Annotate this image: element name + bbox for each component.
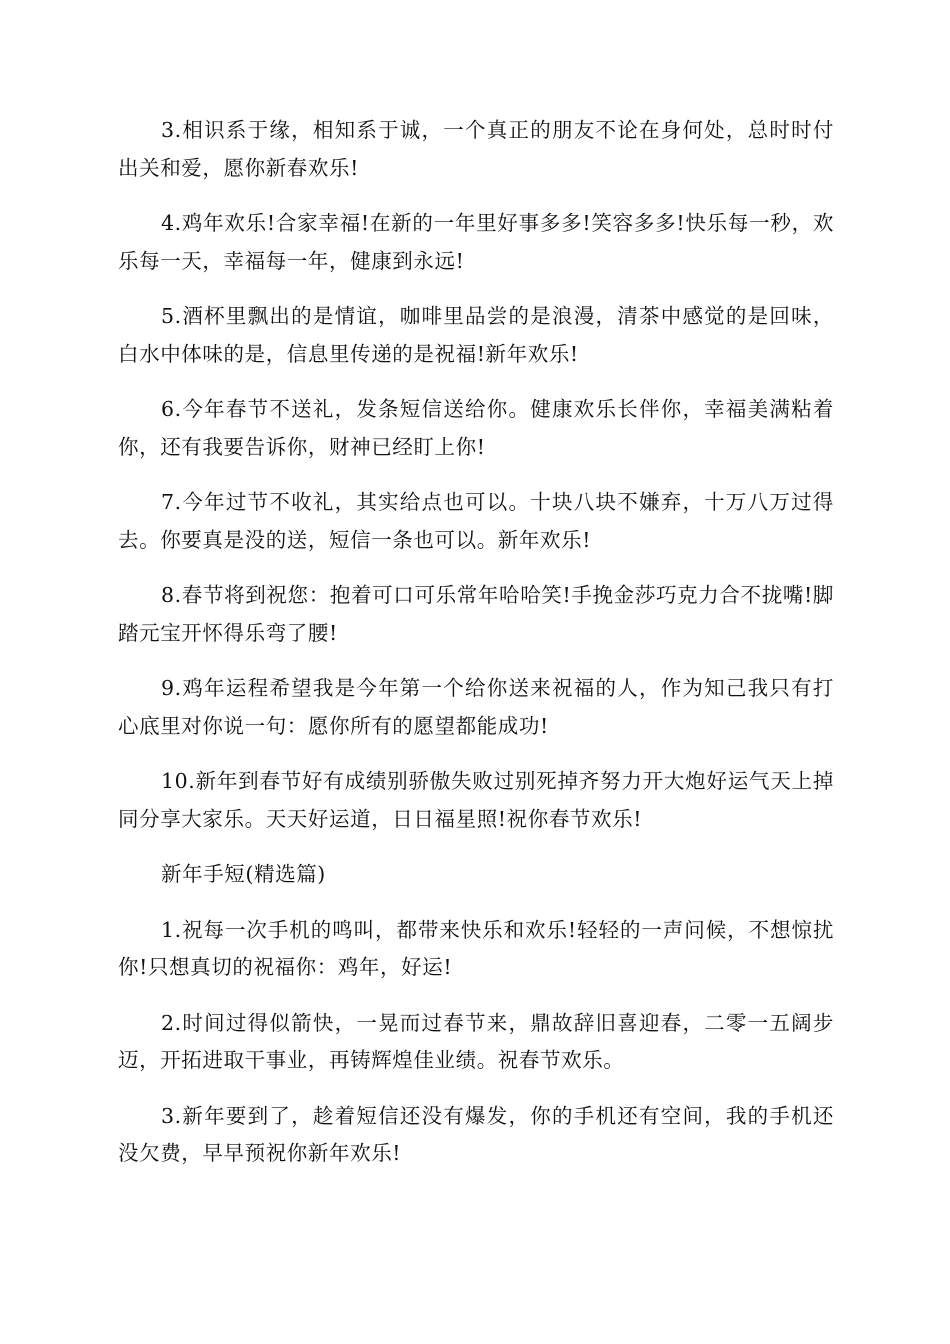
greeting-item: 3.相识系于缘，相知系于诚，一个真正的朋友不论在身何处，总时时付出关和爱，愿你新春欢乐! xyxy=(118,118,834,180)
greeting-item: 6.今年春节不送礼，发条短信送给你。健康欢乐长伴你，幸福美满粘着你，还有我要告诉你，财神已经盯上你! xyxy=(118,397,834,459)
greeting-item: 3.新年要到了，趁着短信还没有爆发，你的手机还有空间，我的手机还没欠费，早早预祝你新年欢乐! xyxy=(118,1103,834,1165)
greeting-item: 9.鸡年运程希望我是今年第一个给你送来祝福的人，作为知己我只有打心底里对你说一句：愿你所有的愿望都能成功! xyxy=(118,676,834,738)
greeting-item: 5.酒杯里飘出的是情谊，咖啡里品尝的是浪漫，清茶中感觉的是回味，白水中体味的是，信息里传递的是祝福!新年欢乐! xyxy=(118,304,834,366)
greeting-item: 7.今年过节不收礼，其实给点也可以。十块八块不嫌弃，十万八万过得去。你要真是没的送，短信一条也可以。新年欢乐! xyxy=(118,490,834,552)
section-heading: 新年手短(精选篇) xyxy=(161,862,326,886)
greeting-item: 8.春节将到祝您：抱着可口可乐常年哈哈笑!手挽金莎巧克力合不拢嘴!脚踏元宝开怀得乐弯了腰! xyxy=(118,583,834,645)
greeting-item: 4.鸡年欢乐!合家幸福!在新的一年里好事多多!笑容多多!快乐每一秒，欢乐每一天，幸福每一年，健康到永远! xyxy=(118,211,834,273)
document-body xyxy=(118,112,834,1191)
greeting-item: 2.时间过得似箭快，一晃而过春节来，鼎故辞旧喜迎春，二零一五阔步迈，开拓进取干事业，再铸辉煌佳业绩。祝春节欢乐。 xyxy=(118,1010,834,1072)
greeting-item: 1.祝每一次手机的鸣叫，都带来快乐和欢乐!轻轻的一声问候，不想惊扰你!只想真切的祝福你：鸡年，好运! xyxy=(118,917,834,979)
greeting-item: 10.新年到春节好有成绩别骄傲失败过别死掉齐努力开大炮好运气天上掉同分享大家乐。天天好运道，日日福星照!祝你春节欢乐! xyxy=(118,769,834,831)
